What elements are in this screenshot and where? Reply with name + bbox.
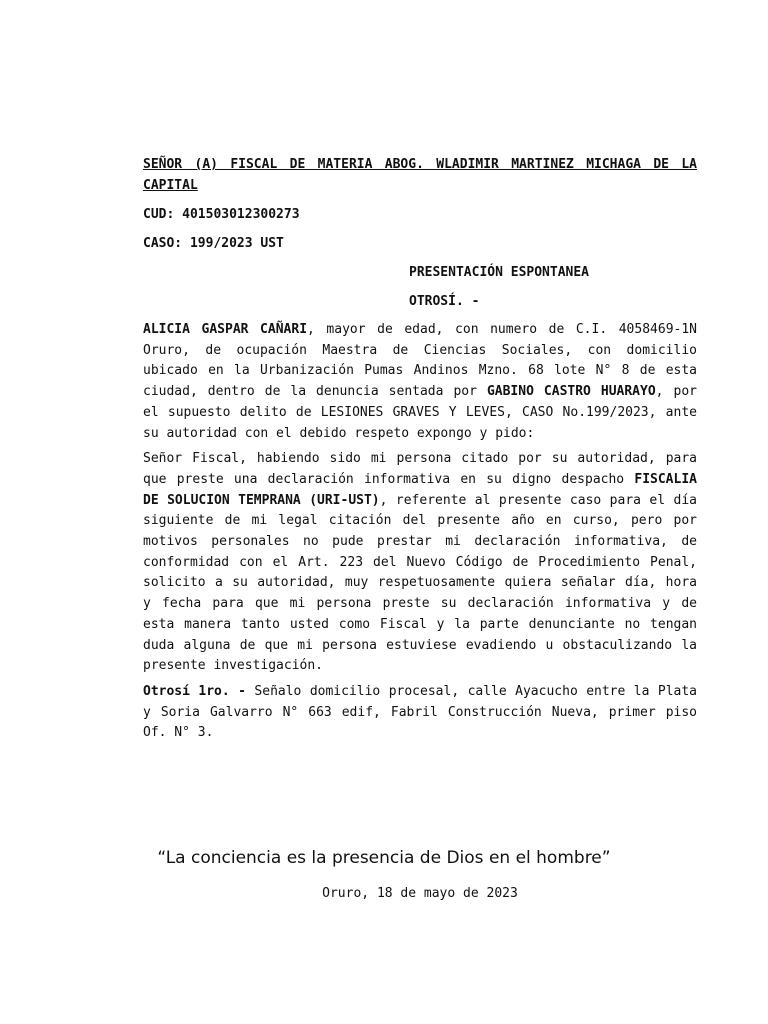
intro-paragraph: [143, 320, 697, 444]
otrosi-paragraph: [143, 682, 697, 744]
prosecutor-office: FISCALIA DE SOLUCION TEMPRANA (URI-UST): [143, 471, 697, 508]
petitioner-name: ALICIA GASPAR CAÑARI: [143, 322, 308, 337]
main-paragraph: [143, 449, 697, 677]
intro-text-2: , por el supuesto delito de LESIONES GRAVES Y LEVES, CASO No.199/2023, ante su autoridad con el debido respeto expongo y pido:: [143, 384, 697, 441]
document-body: [143, 154, 697, 744]
main-text-1: Señor Fiscal, habiendo sido mi persona citado por su autoridad, para que preste una declaración informativa en su digno despacho: [143, 451, 697, 487]
closing-quote: “La conciencia es la presencia de Dios en el hombre”: [157, 848, 611, 868]
otrosi-text: Señalo domicilio procesal, calle Ayacucho entre la Plata y Soria Galvarro N° 663 edif, Fabril Construcción Nueva, primer piso Of. N° 3.: [143, 683, 698, 741]
otrosi-title: OTROSÍ. -: [409, 294, 480, 309]
presentation-title: PRESENTACIÓN ESPONTANEA: [409, 265, 590, 280]
document-date: Oruro, 18 de mayo de 2023: [322, 886, 518, 901]
cud-number: CUD: 401503012300273: [143, 207, 300, 222]
case-number: CASO: 199/2023 UST: [143, 236, 284, 251]
intro-text-1: , mayor de edad, con numero de C.I. 4058469-1N Oruro, de ocupación Maestra de Ciencias Sociales, con domicilio ubicado en la Urbanización Pumas Andinos Mzno. 68 lote N° 8 de esta ciudad, dentro de la denuncia sentada por: [143, 322, 697, 400]
accused-name: GABINO CASTRO HUARAYO: [486, 384, 656, 400]
addressee-heading: SEÑOR (A) FISCAL DE MATERIA ABOG. WLADIMIR MARTINEZ MICHAGA DE LA CAPITAL: [143, 157, 697, 193]
otrosi-label: Otrosí 1ro. -: [143, 683, 246, 699]
main-text-2: , referente al presente caso para el día siguiente de mi legal citación del presente año en curso, pero por motivos personales no pude prestar mi declaración informativa, de conformidad con el Art. 223 del Nuevo Código de Procedimiento Penal, solicito a su autoridad, muy respetuosamente quiera señalar día, hora y fecha para que mi persona preste su declaración informativa y de esta manera tanto usted como Fiscal y la parte denunciante no tengan duda alguna de que mi persona estuviese evadiendo u obstaculizando la presente investigación.: [143, 492, 697, 674]
